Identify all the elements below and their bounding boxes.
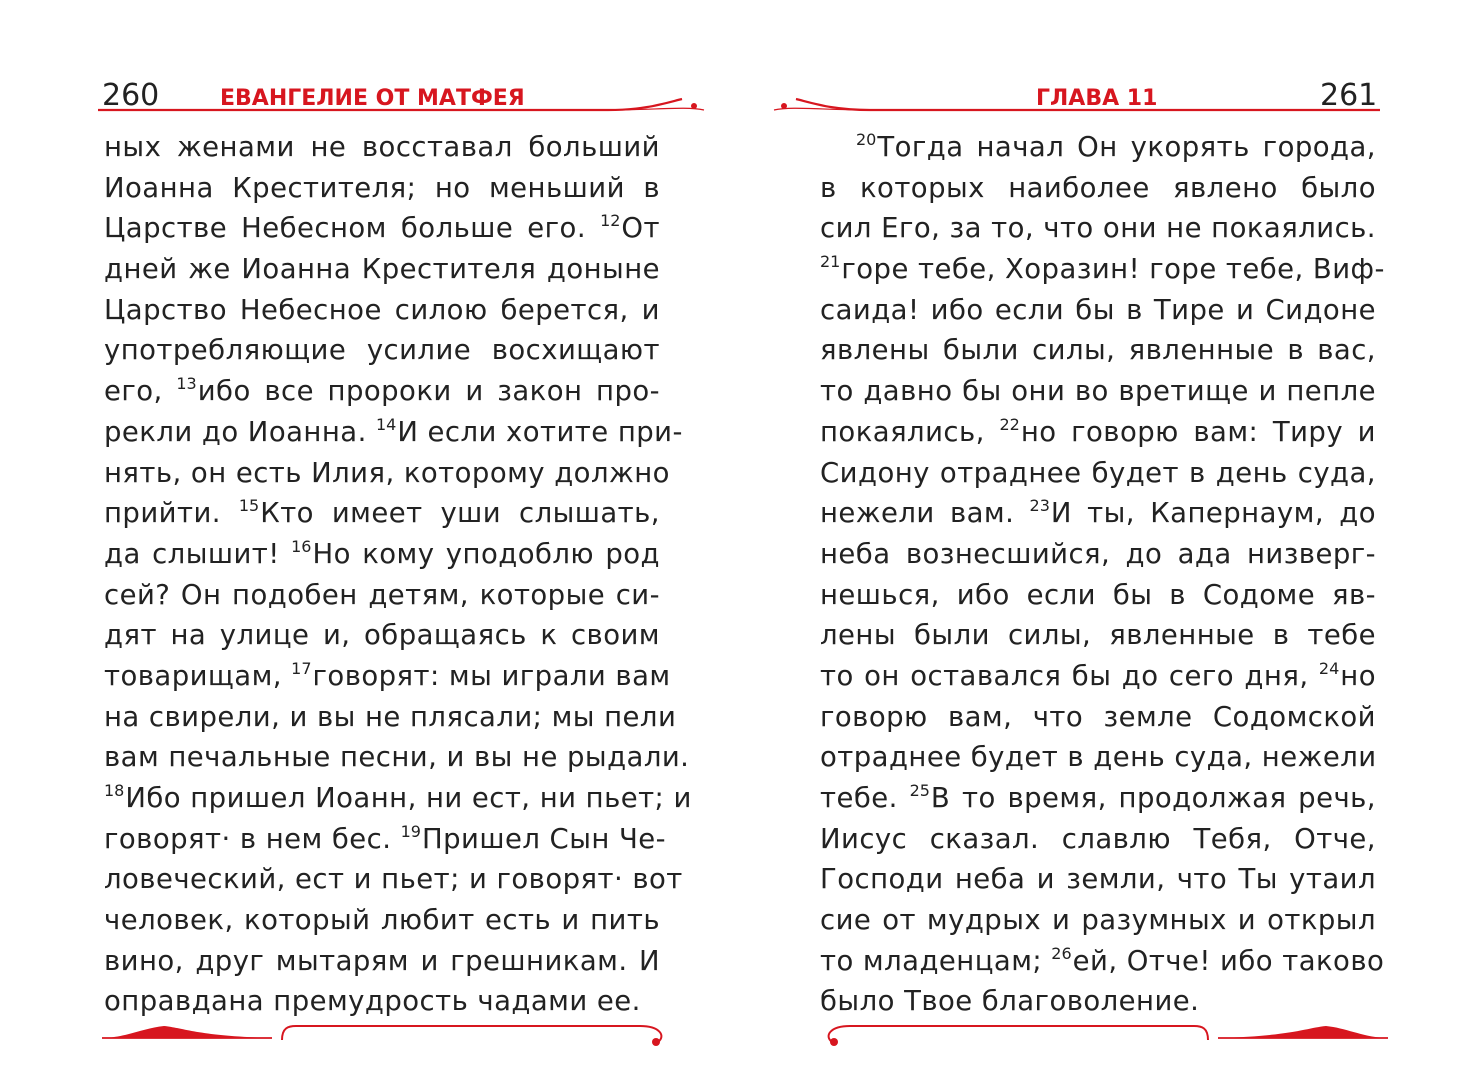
verse-number: 26 xyxy=(1051,943,1072,963)
text-line xyxy=(820,778,1376,819)
text-line xyxy=(104,371,660,412)
text-line xyxy=(820,941,1385,982)
text-segment: употребляющие усилие восхищают xyxy=(104,334,660,367)
text-segment: От xyxy=(621,212,660,245)
text-segment: но xyxy=(1340,659,1376,692)
text-segment: тебе. xyxy=(820,782,910,814)
text-line xyxy=(104,168,660,209)
text-segment: вам печальные песни, и вы не рыдали. xyxy=(104,741,690,774)
verse-number: 23 xyxy=(1029,496,1050,516)
text-segment: сие от мудрых и разумных и открыл xyxy=(820,904,1376,937)
right-page xyxy=(730,0,1461,1080)
verse-number: 20 xyxy=(856,130,877,149)
text-segment: И ты, Капернаум, до xyxy=(1050,497,1376,530)
text-segment: прийти. xyxy=(104,497,239,530)
text-segment: Кто имеет уши слышать, xyxy=(260,497,660,530)
verse-number: 16 xyxy=(291,536,312,556)
verse-number: 19 xyxy=(400,821,421,841)
text-line xyxy=(820,615,1376,656)
text-line xyxy=(104,290,660,331)
text-segment: было Твое благоволение. xyxy=(820,985,1200,1018)
text-segment: оправдана премудрость чадами ее. xyxy=(104,985,641,1018)
text-line xyxy=(104,453,670,494)
text-segment: сил Его, за то, что они не покаялись. xyxy=(820,212,1376,245)
text-segment: товарищам, xyxy=(104,659,292,692)
text-segment: неба вознесшийся, до ада низверг- xyxy=(820,537,1376,570)
text-line xyxy=(104,981,660,1022)
text-line xyxy=(820,981,1376,1022)
text-segment: Ибо пришел Иоанн, ни ест, ни пьет; и xyxy=(125,782,692,814)
verse-number: 25 xyxy=(909,781,930,800)
text-segment: ибо все пророки и закон про- xyxy=(197,375,660,408)
text-line xyxy=(820,493,1376,534)
text-line xyxy=(104,575,660,616)
text-line xyxy=(820,900,1376,941)
text-line xyxy=(820,575,1376,616)
verse-number: 24 xyxy=(1318,658,1340,678)
text-segment: Сидону отраднее будет в день суда, xyxy=(820,456,1376,489)
text-segment: ных женами не восставал больший xyxy=(104,131,660,163)
running-header: ЕВАНГЕЛИЕ ОТ МАТФЕЯ xyxy=(220,86,525,111)
text-line xyxy=(820,168,1376,209)
text-segment: нешься, ибо если бы в Содоме яв- xyxy=(820,578,1376,611)
text-segment: вино, друг мытарям и грешникам. И xyxy=(104,944,660,977)
text-line xyxy=(104,615,660,656)
text-segment: Господи неба и земли, что Ты утаил xyxy=(820,863,1376,896)
text-segment: дят на улице и, обращаясь к своим xyxy=(104,619,660,652)
text-segment: ловеческий, ест и пьет; и говорят· вот xyxy=(104,863,683,896)
text-segment: то он оставался бы до сего дня, xyxy=(820,659,1319,692)
text-segment: Царство Небесное силою берется, и xyxy=(104,293,660,326)
text-line xyxy=(820,859,1376,900)
text-line xyxy=(104,534,660,575)
text-line xyxy=(104,859,683,900)
header-ornament-rule xyxy=(96,96,708,126)
text-segment: саида! ибо если бы в Тире и Сидоне xyxy=(820,293,1376,326)
text-segment: да слышит! xyxy=(104,537,292,570)
text-line xyxy=(820,453,1376,494)
text-line xyxy=(104,412,683,453)
text-segment: говорят· в нем бес. xyxy=(104,822,401,855)
verse-number: 21 xyxy=(820,252,841,272)
text-segment: говорю вам, что земле Содомской xyxy=(820,700,1376,733)
text-line xyxy=(104,656,671,697)
text-segment: то давно бы они во вретище и пепле xyxy=(820,375,1376,408)
verse-number: 12 xyxy=(600,211,621,231)
footer-ornament xyxy=(100,1020,680,1050)
page-number: 261 xyxy=(1320,78,1378,113)
text-segment: покаялись, xyxy=(820,415,1000,448)
text-line xyxy=(104,208,660,249)
verse-number: 13 xyxy=(176,374,197,394)
header-ornament-rule xyxy=(770,96,1382,126)
text-line xyxy=(104,493,660,534)
text-segment: Пришел Сын Че- xyxy=(421,822,667,855)
text-segment: Но кому уподоблю род xyxy=(312,537,660,570)
text-line xyxy=(820,697,1376,738)
text-segment: ей, Отче! ибо таково xyxy=(1072,944,1385,977)
footer-ornament xyxy=(810,1020,1390,1050)
text-segment: нежели вам. xyxy=(820,497,1030,530)
text-segment: то младенцам; xyxy=(820,944,1052,977)
text-segment: дней же Иоанна Крестителя доныне xyxy=(104,253,660,286)
text-line xyxy=(820,127,1376,168)
text-line xyxy=(104,330,660,371)
text-line xyxy=(104,941,660,982)
text-line xyxy=(104,900,660,941)
text-segment: горе тебе, Хоразин! горе тебе, Виф- xyxy=(841,253,1385,286)
text-line xyxy=(820,656,1376,697)
verse-number: 18 xyxy=(104,781,125,800)
verse-number: 17 xyxy=(291,658,312,678)
text-line xyxy=(820,534,1376,575)
text-line xyxy=(820,290,1376,331)
text-line xyxy=(104,697,677,738)
text-line xyxy=(104,778,692,819)
text-segment: рекли до Иоанна. xyxy=(104,415,376,448)
text-segment: но говорю вам: Тиру и xyxy=(1020,415,1376,448)
text-line xyxy=(820,737,1376,778)
text-segment: Иисус сказал. славлю Тебя, Отче, xyxy=(820,822,1376,855)
text-line xyxy=(104,737,690,778)
text-line xyxy=(104,819,667,860)
text-segment: И если хотите при- xyxy=(397,415,683,448)
text-line xyxy=(820,249,1385,290)
text-line xyxy=(820,330,1376,371)
text-line xyxy=(820,412,1376,453)
text-segment: его, xyxy=(104,375,177,408)
verse-number: 22 xyxy=(999,414,1020,434)
text-segment: В то время, продолжая речь, xyxy=(930,782,1377,814)
text-segment: сей? Он подобен детям, которые си- xyxy=(104,578,660,611)
left-page xyxy=(0,0,730,1080)
running-header: ГЛАВА 11 xyxy=(1036,86,1158,111)
body-text xyxy=(820,127,1385,1022)
text-segment: нять, он есть Илия, которому должно xyxy=(104,456,670,489)
text-line xyxy=(820,371,1376,412)
page-number: 260 xyxy=(102,78,160,113)
text-line xyxy=(104,249,660,290)
text-segment: в которых наиболее явлено было xyxy=(820,171,1376,204)
text-segment: лены были силы, явленные в тебе xyxy=(820,619,1376,652)
text-segment: говорят: мы играли вам xyxy=(312,659,671,692)
text-segment: Царстве Небесном больше его. xyxy=(104,212,601,245)
text-segment: на свирели, и вы не плясали; мы пели xyxy=(104,700,677,733)
text-line xyxy=(104,127,660,168)
body-text xyxy=(104,127,692,1022)
text-segment: Тогда начал Он укорять города, xyxy=(877,131,1376,163)
text-segment: человек, который любит есть и пить xyxy=(104,904,660,937)
text-line xyxy=(820,819,1376,860)
text-segment: отраднее будет в день суда, нежели xyxy=(820,741,1377,774)
text-line xyxy=(820,208,1376,249)
text-segment: Иоанна Крестителя; но меньший в xyxy=(104,171,660,204)
verse-number: 15 xyxy=(238,496,260,516)
verse-number: 14 xyxy=(375,414,397,434)
text-segment: явлены были силы, явленные в вас, xyxy=(820,334,1376,367)
